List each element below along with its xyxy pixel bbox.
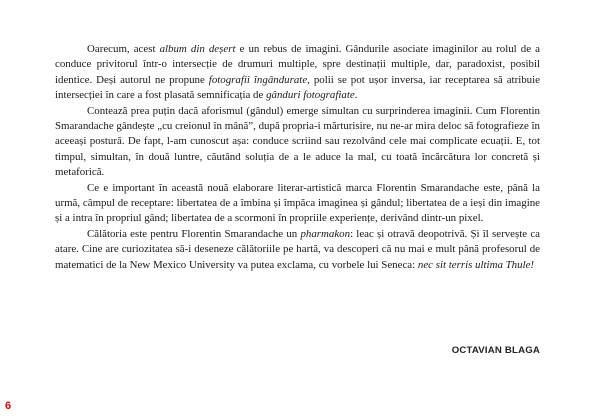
body-text (55, 42, 540, 273)
text-run: Ce e important în această nouă elaborare literar-artistică marca Florentin Smarandache este, până la urmă, câmpul de receptare: libertatea de a îmbina și împăca imaginea și gândul; libertatea de a ieși din imagine și a intra în propriul gând; libertatea de a scormoni în propriile experiențe, derivând dintr-un pixel. (55, 181, 540, 225)
text-run: . (354, 89, 358, 102)
text-run: Contează prea puțin dacă aforismul (gândul) emerge simultan cu surprinderea imaginii. Cum Florentin Smarandache gândește „cu creionul în mână”, după propria-i mărturisire, nu ne-ar mira deloc să fotografieze în aceeași postură. De fapt, l-am cunoscut așa: conduce scriind sau rezolvând cele mai complicate ecuații. E, tot timpul, simultan, în două luntre, căutând soluția de a le aduce la mal, cu toată încărcătura lor concretă și metaforică. (55, 104, 540, 179)
italic-run-ganduri-fotografiate: gânduri fotografiate (266, 89, 355, 102)
paragraph-4 (55, 227, 540, 273)
author-signature: OCTAVIAN BLAGA (451, 345, 540, 356)
paragraph-3 (55, 181, 540, 227)
italic-run-album-din-desert: album din deșert (159, 43, 236, 55)
paragraph-2 (55, 104, 540, 181)
text-run: e un rebus de imagini. Gândurile asociate imaginilor au rolul de a conduce privitorul într-o intersecție de drumuri multiple, spre destinații multiple, dar, paradoxist, posibil identice. Deși autorul ne propune (55, 43, 540, 86)
text-run: Oarecum, acest (87, 43, 160, 55)
page-number: 6 (5, 400, 12, 412)
text-run: Călătoria este pentru Florentin Smarandache un (87, 227, 301, 240)
text-run: , polii se pot ușor inversa, iar receptarea să atribuie intersecției în care a fost plasată semnificația de (55, 73, 540, 102)
italic-run-seneca-quote: nec sit terris ultima Thule! (417, 258, 535, 271)
text-run: : leac și otravă deopotrivă. Și îl servește ca atare. Cine are curiozitatea să-i deseneze călătoriile pe hartă, va descoperi că nu mai e mult până profesorul de matematici de la New Mexico University va putea exclama, cu vorbele lui Seneca: (55, 227, 540, 271)
paragraph-1 (55, 42, 540, 104)
italic-run-pharmakon: pharmakon (300, 227, 351, 240)
italic-run-fotografii-ingandurate: fotografii îngândurate (208, 73, 308, 86)
